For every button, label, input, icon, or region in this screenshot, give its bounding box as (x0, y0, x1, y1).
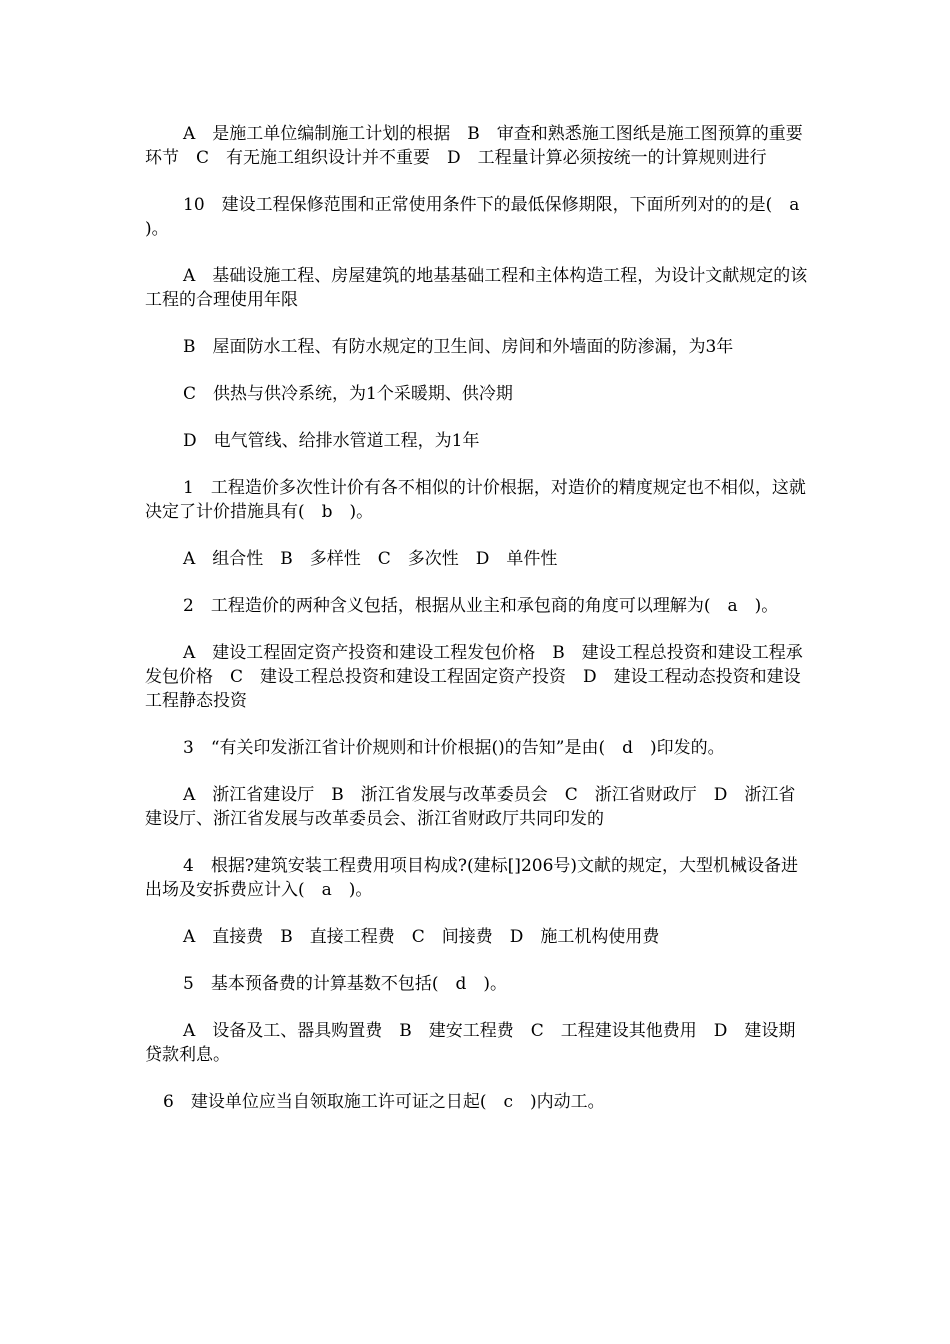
paragraph-options-q1: A 组合性 B 多样性 C 多次性 D 单件性 (183, 549, 558, 569)
paragraph-options-q9: A 是施工单位编制施工计划的根据 B 审查和熟悉施工图纸是施工图预算的重要环节 C 有无施工组织设计并不重要 D 工程量计算必须按统一的计算规则进行 (145, 124, 803, 168)
paragraph-question-4: 4 根据?建筑安装工程费用项目构成?(建标[]206号)文献的规定，大型机械设备进出场及安拆费应计入( a )。 (145, 856, 799, 900)
paragraph-options-q2: A 建设工程固定资产投资和建设工程发包价格 B 建设工程总投资和建设工程承发包价格 C 建设工程总投资和建设工程固定资产投资 D 建设工程动态投资和建设工程静态投资 (145, 643, 803, 711)
paragraph-question-2: 2 工程造价的两种含义包括，根据从业主和承包商的角度可以理解为( a )。 (183, 596, 779, 616)
paragraph-question-1: 1 工程造价多次性计价有各不相似的计价根据，对造价的精度规定也不相似，这就决定了计价措施具有( b )。 (145, 478, 806, 522)
paragraph-options-q5: A 设备及工、器具购置费 B 建安工程费 C 工程建设其他费用 D 建设期贷款利息。 (145, 1021, 796, 1065)
paragraph-question-3: 3 “有关印发浙江省计价规则和计价根据()的告知”是由( d )印发的。 (183, 738, 725, 758)
paragraph-options-q3: A 浙江省建设厅 B 浙江省发展与改革委员会 C 浙江省财政厅 D 浙江省建设厅、浙江省发展与改革委员会、浙江省财政厅共同印发的 (145, 785, 796, 829)
paragraph-question-5: 5 基本预备费的计算基数不包括( d )。 (183, 974, 507, 994)
paragraph-question-10: 10 建设工程保修范围和正常使用条件下的最低保修期限，下面所列对的的是( a )。 (145, 195, 817, 239)
paragraph-option-a: A 基础设施工程、房屋建筑的地基基础工程和主体构造工程，为设计文献规定的该工程的合理使用年限 (145, 266, 808, 310)
paragraph-question-6: 6 建设单位应当自领取施工许可证之日起( c )内动工。 (163, 1092, 605, 1112)
document-page (145, 122, 817, 1137)
paragraph-option-c: C 供热与供冷系统，为1个采暖期、供冷期 (183, 384, 513, 404)
paragraph-option-b: B 屋面防水工程、有防水规定的卫生间、房间和外墙面的防渗漏，为3年 (183, 337, 734, 357)
paragraph-option-d: D 电气管线、给排水管道工程，为1年 (183, 431, 480, 451)
paragraph-options-q4: A 直接费 B 直接工程费 C 间接费 D 施工机构使用费 (183, 927, 660, 947)
